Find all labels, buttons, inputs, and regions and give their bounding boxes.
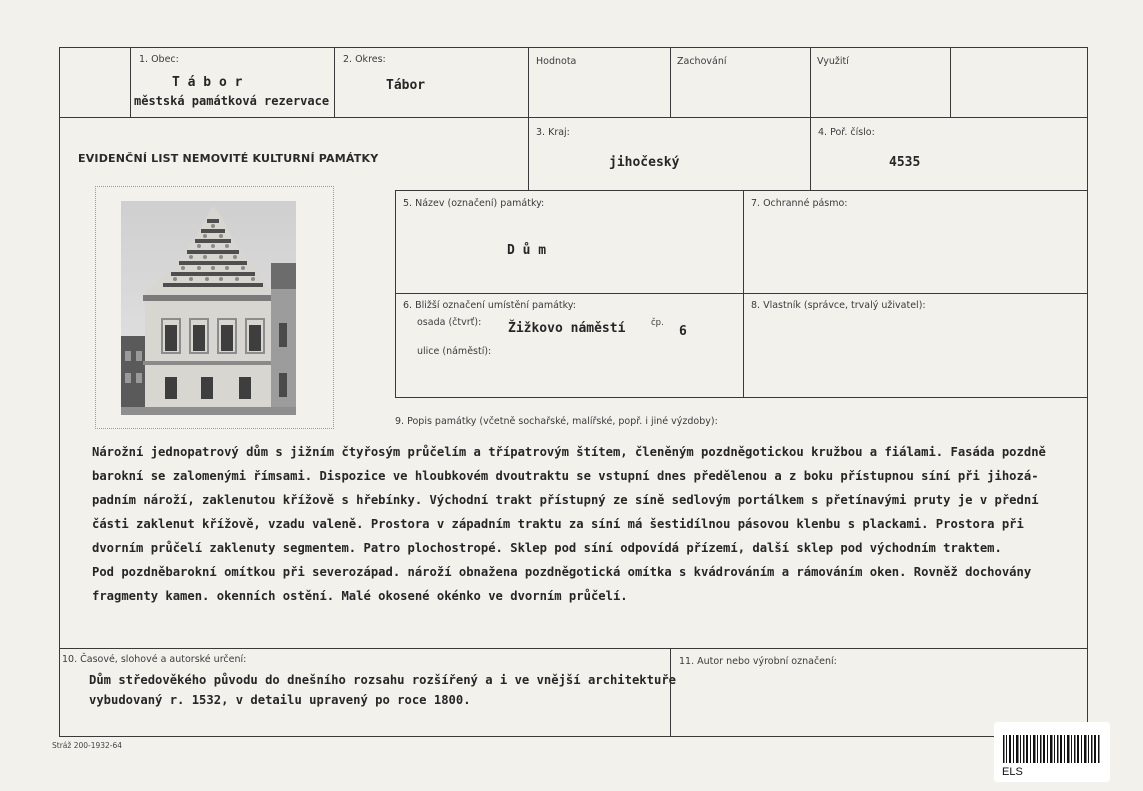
ulice-label: ulice (náměstí): xyxy=(417,346,492,357)
grid-line xyxy=(395,293,1088,294)
grid-line xyxy=(130,47,131,117)
nazev-value: D ů m xyxy=(507,243,547,258)
okres-value: Tábor xyxy=(386,78,426,93)
grid-line xyxy=(950,47,951,117)
barcode-label xyxy=(994,722,1110,782)
urceni-line: vybudovaný r. 1532, v detailu upravený po roce 1800. xyxy=(89,693,471,707)
kraj-label: 3. Kraj: xyxy=(536,127,570,138)
grid-line xyxy=(670,47,671,117)
umisteni-label: 6. Bližší označení umístění památky: xyxy=(403,300,576,311)
grid-line xyxy=(59,117,1088,118)
grid-line xyxy=(1087,47,1088,737)
grid-line xyxy=(395,190,396,398)
barcode-icon xyxy=(1003,735,1101,763)
building-photo-icon xyxy=(121,201,296,415)
okres-label: 2. Okres: xyxy=(343,54,386,65)
popis-line: padním nároží, zaklenutou křížově s hřebínky. Východní trakt přístupný ze síně sedlovým portálkem s přetínavými pruty je v přední xyxy=(92,493,1039,507)
barcode-text: ELS xyxy=(1002,766,1023,778)
grid-line xyxy=(395,190,1088,191)
urceni-text xyxy=(89,670,676,710)
footer-code: Stráž 200-1932-64 xyxy=(52,741,123,750)
grid-line xyxy=(810,47,811,190)
urceni-label: 10. Časové, slohové a autorské určení: xyxy=(62,654,247,665)
grid-line xyxy=(59,648,1088,649)
grid-line xyxy=(334,47,335,117)
popis-line: Nárožní jednopatrový dům s jižním čtyřosým průčelím a třípatrovým štítem, členěným pozdněgotickou kružbou a fiálami. Fasáda pozdně xyxy=(92,445,1046,459)
osada-value: Žižkovo náměstí xyxy=(508,321,626,336)
cp-label: čp. xyxy=(651,318,664,328)
vlastnik-label: 8. Vlastník (správce, trvalý uživatel): xyxy=(751,300,926,311)
vyuziti-label: Využití xyxy=(817,56,849,67)
grid-line xyxy=(743,190,744,398)
autor-label: 11. Autor nebo výrobní označení: xyxy=(679,656,837,667)
por-cislo-label: 4. Poř. číslo: xyxy=(818,127,875,138)
grid-line xyxy=(528,47,529,190)
grid-line xyxy=(59,47,60,737)
popis-line: části zaklenut křížově, vzadu valeně. Prostora v západním traktu za síní má šestidílnou pásovou klenbu s plackami. Prostora při xyxy=(92,517,1024,531)
popis-line: fragmenty kamen. okenních ostění. Malé okosené okénko ve dvorním průčelí. xyxy=(92,589,628,603)
form-title: EVIDENČNÍ LIST NEMOVITÉ KULTURNÍ PAMÁTKY xyxy=(78,152,379,165)
popis-line: barokní se zalomenými římsami. Dispozice ve hloubkovém dvoutraktu se vstupní dnes předělenou a z boku přístupnou síní při jihozá- xyxy=(92,469,1039,483)
obec-label: 1. Obec: xyxy=(139,54,179,65)
grid-line xyxy=(59,736,1088,737)
grid-line xyxy=(395,397,1088,398)
popis-line: dvorním průčelí zaklenuty segmentem. Patro plochostropé. Sklep pod síní odpovídá přízemí, další sklep pod východním traktem. xyxy=(92,541,1002,555)
popis-label: 9. Popis památky (včetně sochařské, malířské, popř. i jiné výzdoby): xyxy=(395,416,718,427)
kraj-value: jihočeský xyxy=(609,155,680,170)
obec-value: T á b o r xyxy=(172,75,243,90)
hodnota-label: Hodnota xyxy=(536,56,577,67)
cp-value: 6 xyxy=(679,324,687,339)
obec-subvalue: městská památková rezervace xyxy=(134,94,330,108)
urceni-line: Dům středověkého původu do dnešního rozsahu rozšířený a i ve vnější architektuře xyxy=(89,673,676,687)
zachovani-label: Zachování xyxy=(677,56,727,67)
popis-text xyxy=(92,440,1046,608)
nazev-label: 5. Název (označení) památky: xyxy=(403,198,545,209)
popis-line: Pod pozdněbarokní omítkou při severozápad. nároží obnažena pozdněgotická omítka s kvádrováním a rámováním oken. Rovněž dochovány xyxy=(92,565,1032,579)
por-cislo-value: 4535 xyxy=(889,155,921,170)
grid-line xyxy=(59,47,1088,48)
osada-label: osada (čtvrť): xyxy=(417,317,482,328)
ochranne-pasmo-label: 7. Ochranné pásmo: xyxy=(751,198,848,209)
